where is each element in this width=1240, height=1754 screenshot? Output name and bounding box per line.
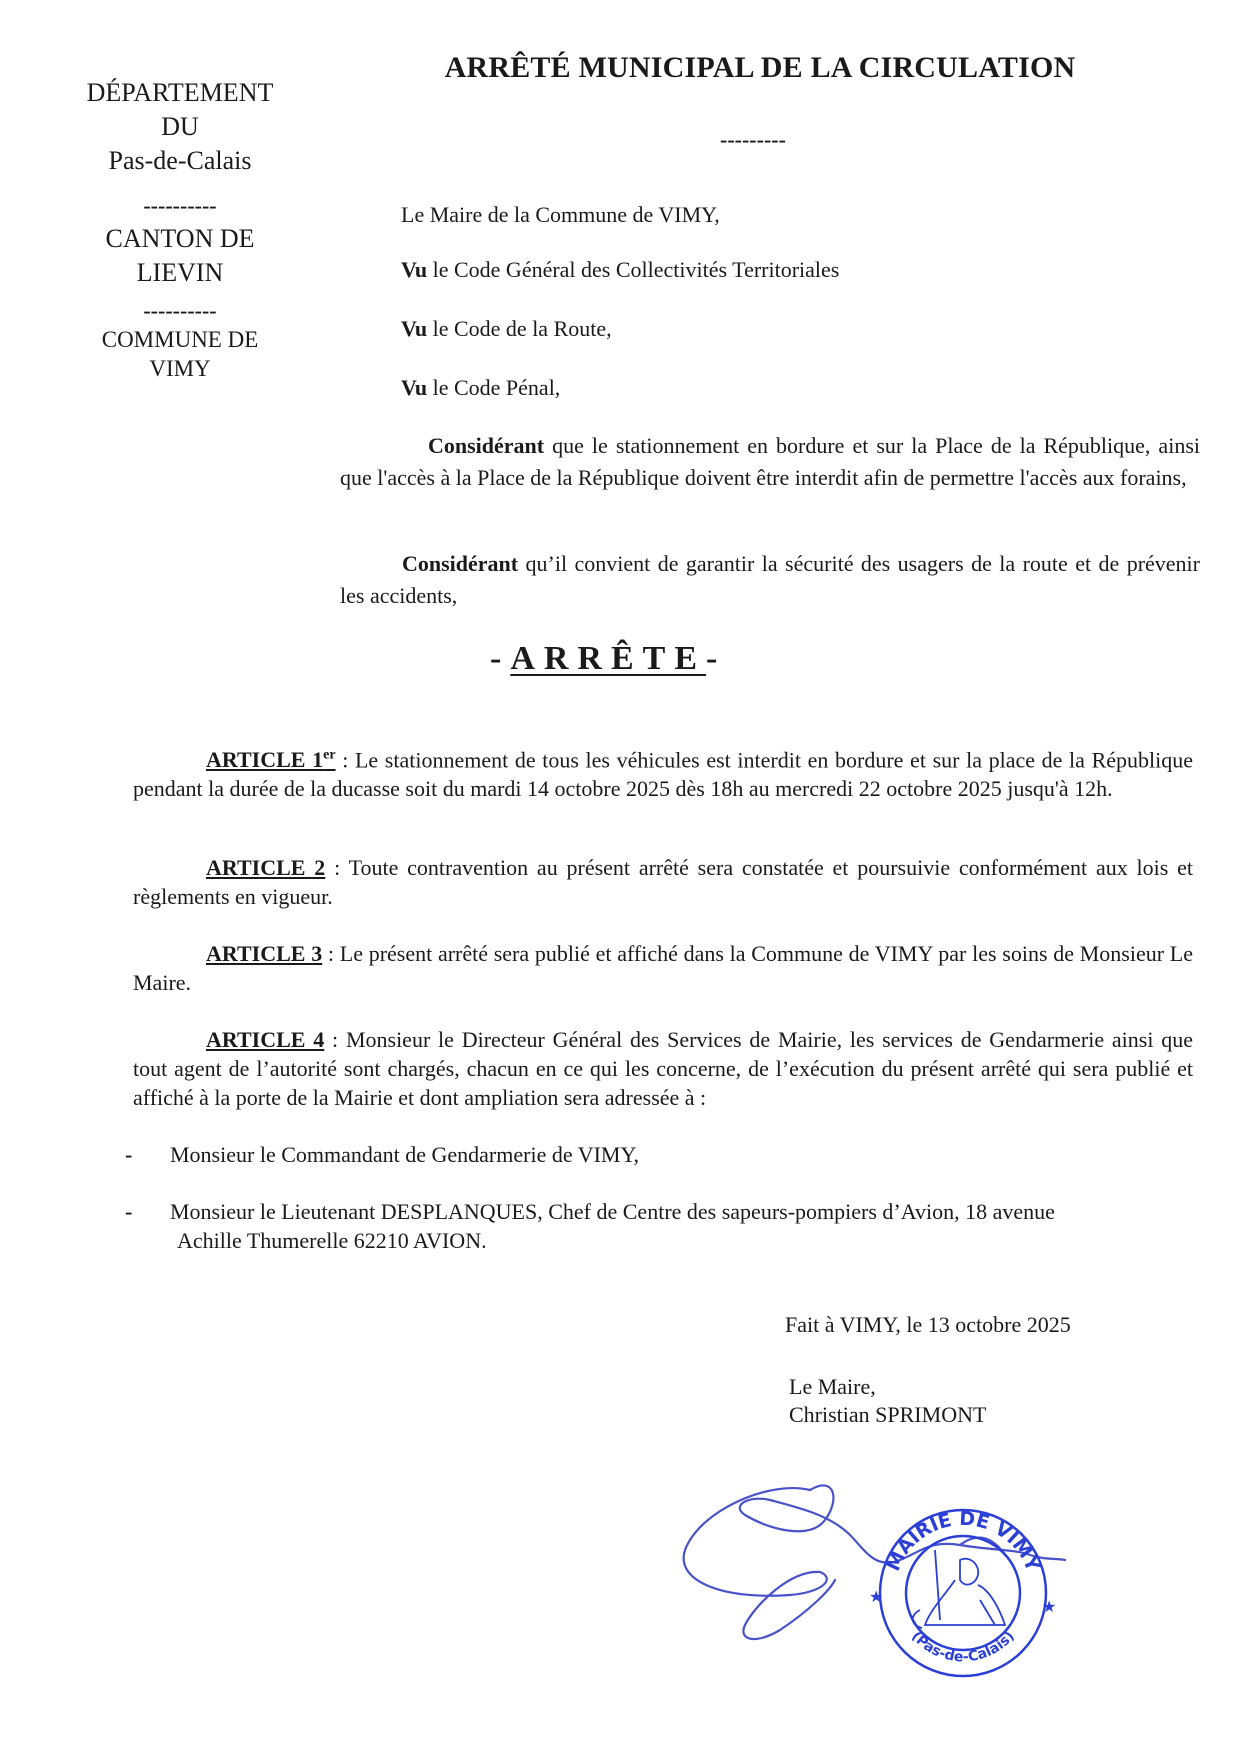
article-1 xyxy=(133,741,1193,803)
vu-code-route-text: le Code de la Route, xyxy=(427,316,612,341)
signature-and-stamp xyxy=(660,1460,1080,1700)
title-separator: --------- xyxy=(720,127,786,152)
department-label: DÉPARTEMENT xyxy=(86,78,274,107)
arrete-word: ARRÊTE xyxy=(510,640,707,677)
article-1-text: : Le stationnement de tous les véhicules est interdit en bordure et sur la place de la République pendant la durée de la ducasse soit du mardi 14 octobre 2025 dès 18h au mercredi 22 octobre 2025 jusqu'à 12h. xyxy=(133,747,1194,802)
vu-code-penal xyxy=(401,372,560,404)
canton-name: LIEVIN xyxy=(136,258,224,287)
stamp-star-left-icon: ★ xyxy=(869,1589,884,1606)
vu-code-penal-text: le Code Pénal, xyxy=(427,375,561,400)
recipient-item xyxy=(125,1140,1193,1169)
considerant-1-text: que le stationnement en bordure et sur la Place de la République, ainsi que l'accès à la Place de la République doivent être interdit afin de permettre l'accès aux forains, xyxy=(340,433,1200,490)
vu-label: Vu xyxy=(401,257,428,282)
vu-cgct xyxy=(401,254,839,286)
commune-label: COMMUNE DE xyxy=(101,327,259,352)
vu-label: Vu xyxy=(401,375,428,400)
vu-code-route xyxy=(401,313,612,345)
place-date: Fait à VIMY, le 13 octobre 2025 xyxy=(785,1312,1071,1337)
stamp-bottom-text: (Pas-de-Calais) xyxy=(908,1628,1018,1666)
considerant-2 xyxy=(340,548,1200,612)
bullet-dash: - xyxy=(125,1142,133,1167)
arrete-dash-left: - xyxy=(490,640,511,677)
stamp-star-right-icon: ★ xyxy=(1042,1599,1057,1616)
article-2-text: : Toute contravention au présent arrêté sera constatée et poursuivie conformément aux lois et règlements en vigueur. xyxy=(133,855,1193,909)
article-3-label: ARTICLE 3 xyxy=(206,941,323,966)
maire-line: Le Maire de la Commune de VIMY, xyxy=(401,202,720,227)
article-4-text: : Monsieur le Directeur Général des Services de Mairie, les services de Gendarmerie ainsi que tout agent de l’autorité sont chargés, chacun en ce qui les concerne, de l’exécution du présent arrêté qui sera publié et affiché à la porte de la Mairie et dont ampliation sera adressée à : xyxy=(133,1027,1193,1110)
signatory-name: Christian SPRIMONT xyxy=(789,1402,987,1427)
canton-label: CANTON DE xyxy=(105,224,255,253)
considerant-2-text: qu’il convient de garantir la sécurité des usagers de la route et de prévenir les accidents, xyxy=(340,551,1200,608)
marianne-emblem-icon xyxy=(913,1550,1005,1628)
arrete-dash-right: - xyxy=(706,640,727,677)
article-3-text: : Le présent arrêté sera publié et affiché dans la Commune de VIMY par les soins de Monsieur Le Maire. xyxy=(133,941,1193,995)
vu-cgct-text: le Code Général des Collectivités Territoriales xyxy=(427,257,840,282)
department-du: DU xyxy=(161,112,199,141)
article-4-label: ARTICLE 4 xyxy=(206,1027,325,1052)
considerant-label: Considérant xyxy=(402,551,519,576)
document-title: ARRÊTÉ MUNICIPAL DE LA CIRCULATION xyxy=(444,51,1076,84)
article-4 xyxy=(133,1025,1193,1112)
department-block xyxy=(60,76,300,178)
recipient-text-continued: Achille Thumerelle 62210 AVION. xyxy=(177,1228,487,1253)
recipient-item xyxy=(125,1197,1193,1255)
article-2 xyxy=(133,853,1193,911)
signatory-role: Le Maire, xyxy=(789,1374,876,1399)
commune-name: VIMY xyxy=(149,356,211,381)
left-separator-2: ---------- xyxy=(143,298,217,323)
recipient-text: Monsieur le Lieutenant DESPLANQUES, Chef de Centre des sapeurs-pompiers d’Avion, 18 avenue xyxy=(170,1199,1055,1224)
recipient-text: Monsieur le Commandant de Gendarmerie de VIMY, xyxy=(170,1142,640,1167)
arrete-heading xyxy=(490,640,726,678)
bullet-dash: - xyxy=(125,1199,133,1224)
considerant-label: Considérant xyxy=(428,433,545,458)
left-separator-1: ---------- xyxy=(143,193,217,218)
considerant-1 xyxy=(340,430,1200,494)
stamp-top-text: MAIRIE DE VIMY xyxy=(882,1507,1044,1575)
article-1-label: ARTICLE 1er xyxy=(206,747,336,773)
article-3 xyxy=(133,939,1193,997)
article-2-label: ARTICLE 2 xyxy=(206,855,326,880)
handwritten-signature-icon xyxy=(660,1460,1080,1700)
commune-block xyxy=(60,325,300,383)
vu-label: Vu xyxy=(401,316,428,341)
canton-block xyxy=(60,222,300,290)
department-name: Pas-de-Calais xyxy=(108,146,252,175)
